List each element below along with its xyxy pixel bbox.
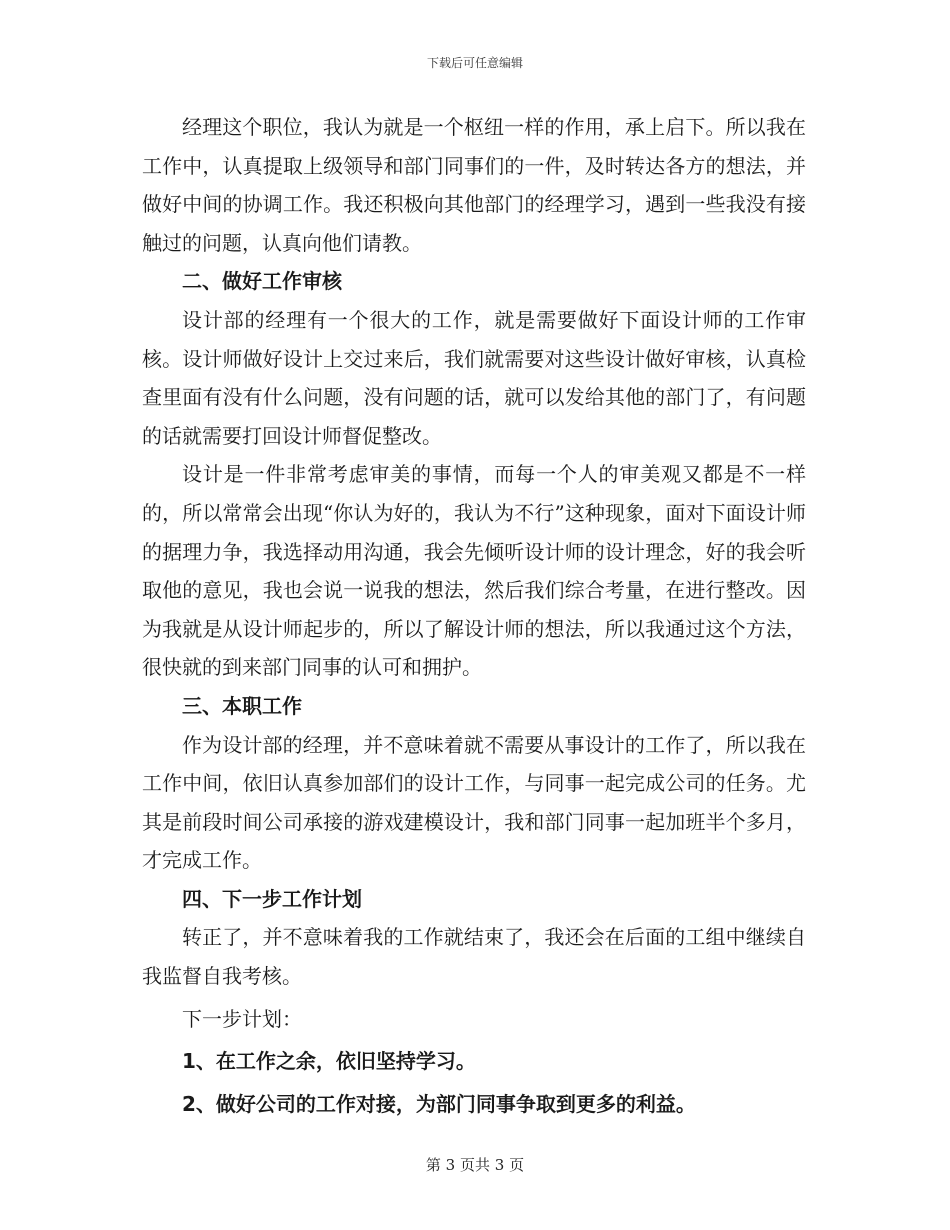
plan-item-1: 1、在工作之余，依旧坚持学习。 [182, 1049, 476, 1074]
heading-core-work: 三、本职工作 [182, 693, 302, 718]
plan-item-2: 2、做好公司的工作对接，为部门同事争取到更多的利益。 [182, 1091, 696, 1116]
paragraph-plan-intro: 下一步计划： [182, 1006, 302, 1031]
heading-review-work: 二、做好工作审核 [182, 269, 342, 294]
paragraph-design-aesthetics: 设计是一件非常考虑审美的事情，而每一个人的审美观又都是不一样的，所以常常会出现“你认为好的，我认为不行”这种现象，面对下面设计师的据理力争，我选择动用沟通，我会先倾听设计师的设计理念，好的我会听取他的意见，我也会说一说我的想法，然后我们综合考量，在进行整改。因为我就是从设计师起步的，所以了解设计师的想法，所以我通过这个方法，很快就的到来部门同事的认可和拥护。 [142, 462, 806, 680]
paragraph-core-work: 作为设计部的经理，并不意味着就不需要从事设计的工作了，所以我在工作中间，依旧认真参加部们的设计工作，与同事一起完成公司的任务。尤其是前段时间公司承接的游戏建模设计，我和部门同事一起加班半个多月，才完成工作。 [142, 732, 806, 873]
paragraph-review-duty: 设计部的经理有一个很大的工作，就是需要做好下面设计师的工作审核。设计师做好设计上交过来后，我们就需要对这些设计做好审核，认真检查里面有没有什么问题，没有问题的话，就可以发给其他的部门了，有问题的话就需要打回设计师督促整改。 [142, 307, 806, 448]
paragraph-manager-role: 经理这个职位，我认为就是一个枢纽一样的作用，承上启下。所以我在工作中，认真提取上级领导和部门同事们的一件，及时转达各方的想法，并做好中间的协调工作。我还积极向其他部门的经理学习，遇到一些我没有接触过的问题，认真向他们请教。 [142, 115, 806, 255]
heading-next-plan: 四、下一步工作计划 [182, 886, 362, 911]
document-body [142, 108, 806, 1123]
page-footer: 第 3 页共 3 页 [425, 1156, 525, 1174]
page-header: 下载后可任意编辑 [426, 56, 523, 70]
paragraph-after-regular: 转正了，并不意味着我的工作就结束了，我还会在后面的工组中继续自我监督自我考核。 [142, 925, 806, 989]
